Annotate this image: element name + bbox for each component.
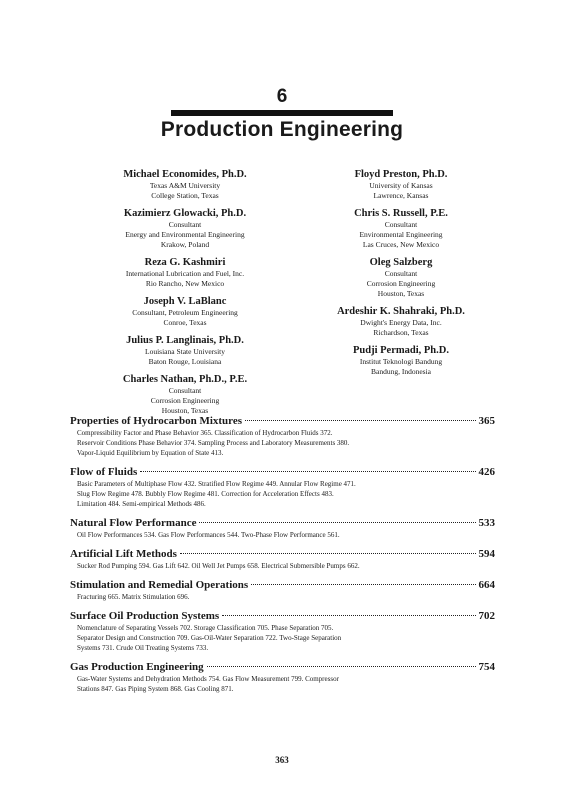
- author-affiliation-line: Consultant: [384, 269, 418, 278]
- toc-entry[interactable]: [70, 660, 495, 694]
- author-affiliation-line: Energy and Environmental Engineering: [125, 230, 245, 239]
- author-affiliation-line: College Station, Texas: [151, 191, 219, 200]
- toc-leader-dots: [251, 584, 475, 585]
- author-name: Chris S. Russell, P.E.: [354, 208, 448, 219]
- toc-subtopics-line: Compressibility Factor and Phase Behavior 365. Classification of Hydrocarbon Fluids 372.: [77, 429, 333, 437]
- author-name: Charles Nathan, Ph.D., P.E.: [122, 374, 248, 385]
- toc-leader-dots: [207, 666, 476, 667]
- chapter-rule: [171, 110, 393, 116]
- toc-leader-dots: [199, 522, 475, 523]
- toc-subtopics-line: Separator Design and Construction 709. Gas-Oil-Water Separation 722. Two-Stage Separation: [77, 634, 342, 642]
- toc-section-title[interactable]: Gas Production Engineering: [70, 661, 204, 673]
- author-affiliation-line: International Lubrication and Fuel, Inc.: [125, 269, 245, 278]
- author-block: [70, 373, 300, 416]
- toc-subtopics-line: Limitation 484. Semi-empirical Methods 486.: [77, 500, 206, 508]
- toc-section-title[interactable]: Natural Flow Performance: [70, 517, 197, 529]
- toc-leader-dots: [140, 471, 475, 472]
- toc-heading: [70, 609, 495, 623]
- author-affiliation-line: Consultant: [168, 386, 202, 395]
- toc-page-number[interactable]: 754: [478, 661, 495, 673]
- authors-left-column: [70, 168, 300, 422]
- toc-entry[interactable]: [70, 465, 495, 509]
- toc-section-title[interactable]: Artificial Lift Methods: [70, 548, 177, 560]
- toc-section-title[interactable]: Surface Oil Production Systems: [70, 610, 220, 622]
- author-affiliation-line: Dwight's Energy Data, Inc.: [360, 318, 442, 327]
- toc-subtopics-line: Gas-Water Systems and Dehydration Methods 754. Gas Flow Measurement 799. Compressor: [77, 675, 339, 683]
- toc-page-number[interactable]: 533: [478, 517, 495, 529]
- author-affiliation-line: Environmental Engineering: [359, 230, 443, 239]
- toc-heading: [70, 516, 495, 530]
- author-block: [70, 295, 300, 328]
- toc-subtopics-line: Basic Parameters of Multiphase Flow 432. Stratified Flow Regime 449. Annular Flow Regime 471.: [77, 480, 356, 488]
- author-block: [286, 207, 516, 250]
- toc-entry[interactable]: [70, 547, 495, 571]
- toc-subtopics-line: Vapor-Liquid Equilibrium by Equation of State 413.: [77, 449, 224, 457]
- toc-subtopics-line: Nomenclature of Separating Vessels 702. Storage Classification 705. Phase Separation 705.: [77, 624, 334, 632]
- toc-subtopics-line: Reservoir Conditions Phase Behavior 374. Sampling Process and Laboratory Measurements 380.: [77, 439, 350, 447]
- author-name: Julius P. Langlinais, Ph.D.: [126, 335, 244, 346]
- toc-entry[interactable]: [70, 516, 495, 540]
- author-block: [70, 207, 300, 250]
- toc-page-number[interactable]: 594: [478, 548, 495, 560]
- toc-subtopics-line: Fracturing 665. Matrix Stimulation 696.: [77, 593, 190, 601]
- author-affiliation-line: Baton Rouge, Louisiana: [148, 357, 222, 366]
- toc-heading: [70, 547, 495, 561]
- author-affiliation-line: Las Cruces, New Mexico: [362, 240, 440, 249]
- toc-leader-dots: [180, 553, 476, 554]
- author-name: Oleg Salzberg: [369, 257, 433, 268]
- author-name: Ardeshir K. Shahraki, Ph.D.: [337, 306, 465, 317]
- toc-subtopics-line: Systems 731. Crude Oil Treating Systems 733.: [77, 644, 209, 652]
- toc-heading: [70, 465, 495, 479]
- author-affiliation-line: Consultant: [168, 220, 202, 229]
- author-block: [286, 256, 516, 299]
- author-affiliation-line: Institut Teknologi Bandung: [359, 357, 443, 366]
- author-affiliation-line: Consultant, Petroleum Engineering: [132, 308, 238, 317]
- author-affiliation-line: Bandung, Indonesia: [371, 367, 431, 376]
- author-name: Joseph V. LaBlanc: [143, 296, 227, 307]
- author-block: [70, 168, 300, 201]
- author-name: Reza G. Kashmiri: [144, 257, 226, 268]
- author-affiliation-line: Texas A&M University: [149, 181, 221, 190]
- toc-leader-dots: [222, 615, 475, 616]
- author-block: [70, 256, 300, 289]
- author-affiliation-line: Consultant: [384, 220, 418, 229]
- author-affiliation-line: Corrosion Engineering: [366, 279, 436, 288]
- author-block: [286, 344, 516, 377]
- author-affiliation-line: Krakow, Poland: [160, 240, 210, 249]
- toc-subtopics-line: Sucker Rod Pumping 594. Gas Lift 642. Oil Well Jet Pumps 658. Electrical Submersible Pumps 662.: [77, 562, 360, 570]
- toc-heading: [70, 578, 495, 592]
- author-affiliation-line: Conroe, Texas: [163, 318, 207, 327]
- table-of-contents: [70, 414, 495, 701]
- author-name: Michael Economides, Ph.D.: [123, 169, 247, 180]
- toc-page-number[interactable]: 702: [478, 610, 495, 622]
- toc-subtopics-line: Slug Flow Regime 478. Bubbly Flow Regime 481. Correction for Acceleration Effects 483.: [77, 490, 334, 498]
- author-name: Kazimierz Glowacki, Ph.D.: [123, 208, 247, 219]
- author-affiliation-line: Houston, Texas: [161, 406, 209, 415]
- author-affiliation-line: Houston, Texas: [377, 289, 425, 298]
- author-affiliation-line: University of Kansas: [369, 181, 433, 190]
- page-number: 363: [275, 755, 289, 765]
- toc-entry[interactable]: [70, 414, 495, 458]
- toc-subtopics-line: Oil Flow Performances 534. Gas Flow Performances 544. Two-Phase Flow Performance 561.: [77, 531, 340, 539]
- author-block: [286, 305, 516, 338]
- author-block: [286, 168, 516, 201]
- toc-subtopics-line: Stations 847. Gas Piping System 868. Gas Cooling 871.: [77, 685, 234, 693]
- author-name: Floyd Preston, Ph.D.: [354, 169, 448, 180]
- author-block: [70, 334, 300, 367]
- author-affiliation-line: Richardson, Texas: [373, 328, 429, 337]
- toc-heading: [70, 660, 495, 674]
- chapter-number: 6: [276, 86, 288, 107]
- chapter-title: Production Engineering: [160, 118, 404, 141]
- author-affiliation-line: Louisiana State University: [145, 347, 225, 356]
- toc-entry[interactable]: [70, 609, 495, 653]
- author-affiliation-line: Corrosion Engineering: [150, 396, 220, 405]
- toc-page-number[interactable]: 365: [478, 415, 495, 427]
- toc-page-number[interactable]: 426: [478, 466, 495, 478]
- authors-right-column: [286, 168, 516, 383]
- toc-section-title[interactable]: Flow of Fluids: [70, 466, 138, 478]
- toc-section-title[interactable]: Properties of Hydrocarbon Mixtures: [70, 415, 243, 427]
- author-name: Pudji Permadi, Ph.D.: [353, 345, 449, 356]
- toc-section-title[interactable]: Stimulation and Remedial Operations: [70, 579, 249, 591]
- toc-heading: [70, 414, 495, 428]
- author-affiliation-line: Rio Rancho, New Mexico: [145, 279, 225, 288]
- author-affiliation-line: Lawrence, Kansas: [373, 191, 429, 200]
- toc-entry[interactable]: [70, 578, 495, 602]
- toc-page-number[interactable]: 664: [478, 579, 495, 591]
- toc-leader-dots: [245, 420, 475, 421]
